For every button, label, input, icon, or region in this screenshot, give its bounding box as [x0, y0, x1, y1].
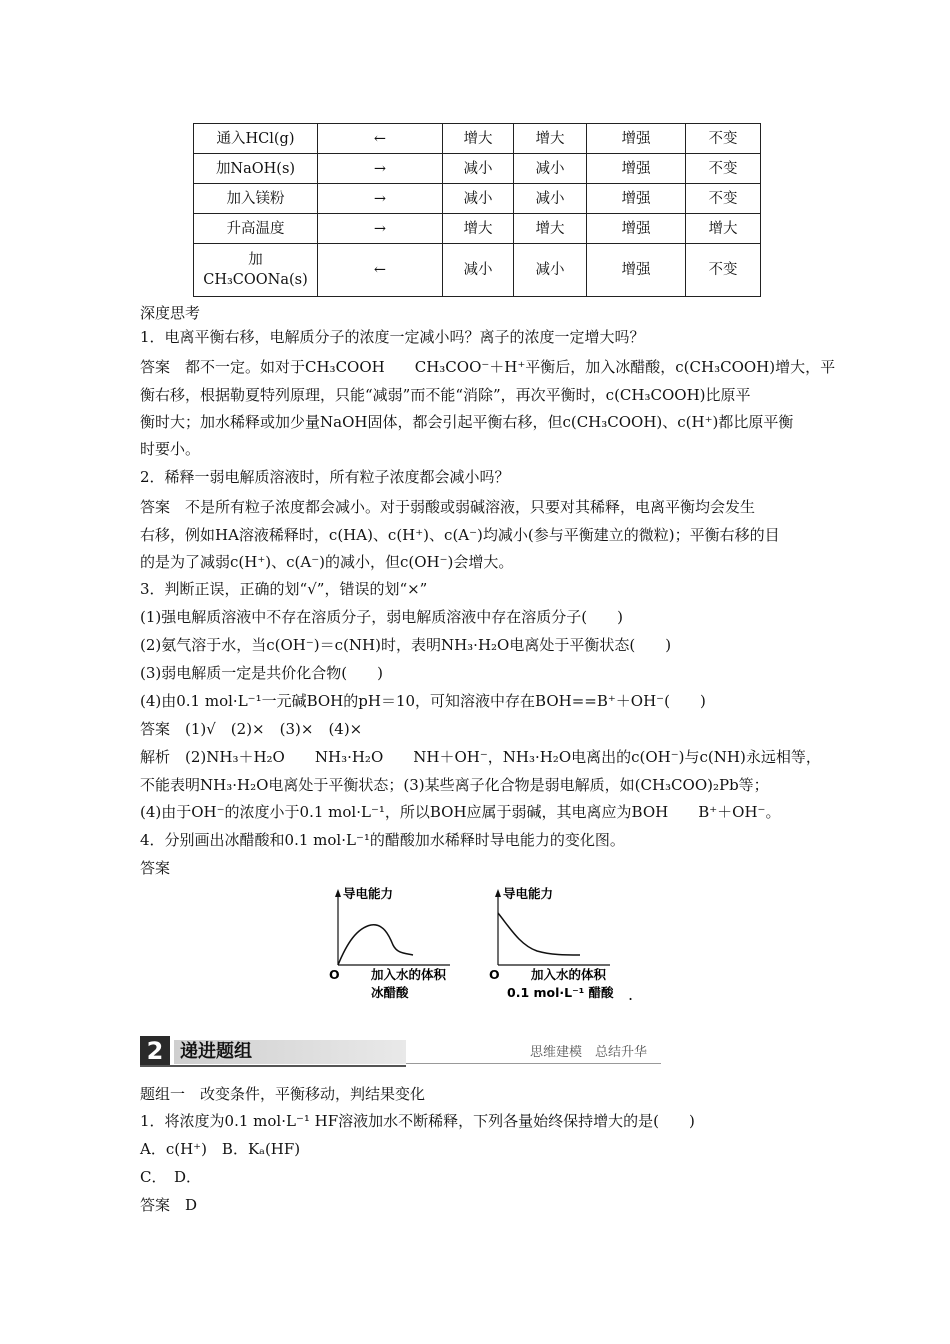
- group-heading: 题组一 改变条件，平衡移动，判结果变化: [140, 1085, 426, 1103]
- banner-title: 递进题组: [180, 1041, 252, 1062]
- table-cell: 增强: [587, 244, 686, 297]
- table-cell: ←: [318, 244, 443, 297]
- answer-line: 时要小。: [140, 440, 201, 458]
- table-cell: 不变: [686, 244, 761, 297]
- table-cell: 减小: [514, 154, 587, 184]
- table-cell: 升高温度: [194, 214, 318, 244]
- table-cell: ←: [318, 124, 443, 154]
- chart-svg: [325, 883, 455, 1003]
- table-cell: 减小: [514, 244, 587, 297]
- cell-line: CH₃COONa(s): [203, 272, 308, 288]
- answer-3: 答案 (1)√ (2)× (3)× (4)×: [140, 720, 363, 738]
- y-axis-label: 导电能力: [503, 886, 554, 901]
- conductivity-curve: [338, 925, 413, 965]
- answer-line: 答案 不是所有粒子浓度都会减小。对于弱酸或弱碱溶液，只要对其稀释，电离平衡均会发生: [140, 498, 756, 516]
- answer-line: 衡右移，根据勒夏特列原理，只能“减弱”而不能“消除”，再次平衡时，c(CH₃COOH)比原平: [140, 386, 751, 404]
- chart-title: 冰醋酸: [371, 985, 409, 1000]
- answer-line: 答案 都不一定。如对于CH₃COOH CH₃COO⁻＋H⁺平衡后，加入冰醋酸，c(CH₃COOH)增大，平: [140, 358, 836, 376]
- chart-dilute-acetic-acid: [485, 883, 635, 1003]
- answer-line: 右移，例如HA溶液稀释时，c(HA)、c(H⁺)、c(A⁻)均减小(参与平衡建立的微粒)；平衡右移的目: [140, 526, 780, 544]
- table-row: [194, 154, 761, 184]
- y-axis-arrow: [495, 889, 501, 897]
- table-row: [194, 184, 761, 214]
- banner-subtitle: 思维建模 总结升华: [530, 1045, 648, 1060]
- question-1: 1．电离平衡右移，电解质分子的浓度一定减小吗？离子的浓度一定增大吗？: [140, 328, 645, 346]
- answer-4: 答案: [140, 859, 171, 877]
- origin-label: O: [489, 967, 500, 982]
- table-cell: 不变: [686, 124, 761, 154]
- equilibrium-table: [193, 123, 761, 297]
- table-cell: 增大: [514, 124, 587, 154]
- table-cell: 增大: [443, 214, 514, 244]
- table-cell: →: [318, 184, 443, 214]
- table-cell: 减小: [443, 244, 514, 297]
- table-row: [194, 244, 761, 297]
- conductivity-curve: [498, 913, 580, 955]
- table-cell: 减小: [443, 184, 514, 214]
- table-cell: [194, 244, 318, 297]
- trailing-dot: .: [628, 985, 634, 1004]
- table-cell: 增大: [514, 214, 587, 244]
- question-2: 2．稀释一弱电解质溶液时，所有粒子浓度都会减小吗？: [140, 468, 510, 486]
- analysis-line: 解析 (2)NH₃＋H₂O NH₃·H₂O NH＋OH⁻，NH₃·H₂O电离出的c(OH⁻)与c(NH)永远相等，: [140, 748, 821, 766]
- table-cell: 通入HCl(g): [194, 124, 318, 154]
- table-cell: 增强: [587, 124, 686, 154]
- table-cell: 不变: [686, 184, 761, 214]
- x-axis-label: 加入水的体积: [531, 967, 607, 982]
- chart-svg: [485, 883, 635, 1003]
- table-cell: →: [318, 154, 443, 184]
- group-answer: 答案 D: [140, 1196, 198, 1214]
- table-cell: 增大: [443, 124, 514, 154]
- banner-rule: [406, 1063, 661, 1064]
- answer-line: 的是为了减弱c(H⁺)、c(A⁻)的减小，但c(OH⁻)会增大。: [140, 553, 514, 571]
- analysis-line: 不能表明NH₃·H₂O电离处于平衡状态；(3)某些离子化合物是弱电解质，如(CH₃COO)₂Pb等；: [140, 776, 769, 794]
- banner-underline: [140, 1065, 406, 1067]
- chart-glacial-acetic-acid: [325, 883, 455, 1003]
- chart-title: 0.1 mol·L⁻¹ 醋酸: [507, 985, 614, 1000]
- question-3: 3．判断正误，正确的划“√”，错误的划“×”: [140, 580, 428, 598]
- table-cell: 加入镁粉: [194, 184, 318, 214]
- options-ab: A．c(H⁺) B．Kₐ(HF): [140, 1140, 301, 1158]
- question-4: 4．分别画出冰醋酸和0.1 mol·L⁻¹的醋酸加水稀释时导电能力的变化图。: [140, 831, 625, 849]
- banner-number: 2: [140, 1036, 170, 1066]
- cell-line: 加: [248, 252, 263, 268]
- options-cd: C． D．: [140, 1168, 202, 1186]
- question-3-item: (3)弱电解质一定是共价化合物( ): [140, 664, 383, 682]
- table-cell: 减小: [514, 184, 587, 214]
- x-axis-label: 加入水的体积: [371, 967, 447, 982]
- table-row: [194, 214, 761, 244]
- table-cell: 减小: [443, 154, 514, 184]
- table-cell: 增大: [686, 214, 761, 244]
- y-axis-arrow: [335, 889, 341, 897]
- section-banner: [140, 1036, 820, 1066]
- table-row: [194, 124, 761, 154]
- table-cell: 加NaOH(s): [194, 154, 318, 184]
- question-3-item: (1)强电解质溶液中不存在溶质分子，弱电解质溶液中存在溶质分子( ): [140, 608, 623, 626]
- table-cell: →: [318, 214, 443, 244]
- table-cell: 不变: [686, 154, 761, 184]
- question-3-item: (2)氨气溶于水，当c(OH⁻)＝c(NH)时，表明NH₃·H₂O电离处于平衡状态( ): [140, 636, 672, 654]
- table-cell: 增强: [587, 184, 686, 214]
- analysis-line: (4)由于OH⁻的浓度小于0.1 mol·L⁻¹，所以BOH应属于弱碱，其电离应为BOH B⁺＋OH⁻。: [140, 803, 781, 821]
- table-cell: 增强: [587, 154, 686, 184]
- question-3-item: (4)由0.1 mol·L⁻¹一元碱BOH的pH＝10，可知溶液中存在BOH==B⁺＋OH⁻( ): [140, 692, 706, 710]
- y-axis-label: 导电能力: [343, 886, 394, 901]
- group-question: 1．将浓度为0.1 mol·L⁻¹ HF溶液加水不断稀释，下列各量始终保持增大的是( ): [140, 1112, 695, 1130]
- table-cell: 增强: [587, 214, 686, 244]
- answer-line: 衡时大；加水稀释或加少量NaOH固体，都会引起平衡右移，但c(CH₃COOH)、c(H⁺)都比原平衡: [140, 413, 794, 431]
- origin-label: O: [329, 967, 340, 982]
- section-heading: 深度思考: [140, 304, 201, 322]
